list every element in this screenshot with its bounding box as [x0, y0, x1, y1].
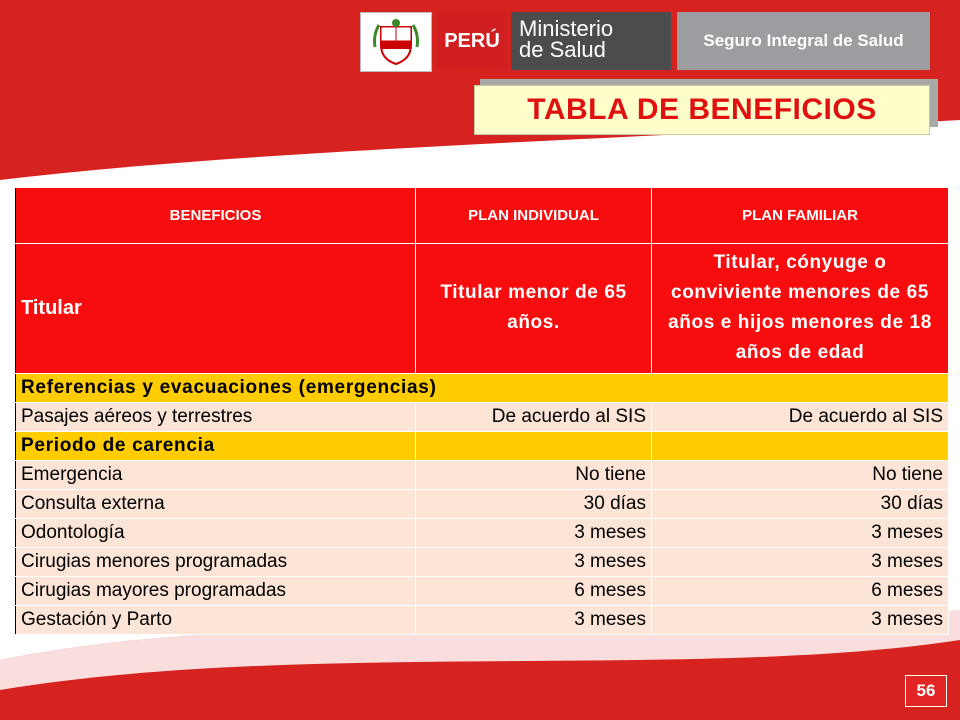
table-row: [16, 547, 949, 576]
shield-icon: [371, 17, 421, 67]
header-plan-individual: PLAN INDIVIDUAL: [416, 188, 652, 243]
titular-row: [16, 243, 949, 373]
row-label: Odontología: [16, 518, 416, 547]
header-plan-familiar: PLAN FAMILIAR: [652, 188, 949, 243]
row-familiar: 3 meses: [652, 605, 949, 634]
row-label: Pasajes aéreos y terrestres: [16, 402, 416, 431]
row-individual: 6 meses: [416, 576, 652, 605]
row-individual: 30 días: [416, 489, 652, 518]
row-familiar: 6 meses: [652, 576, 949, 605]
row-label: Cirugias menores programadas: [16, 547, 416, 576]
section-referencias: [16, 373, 949, 402]
row-familiar: 3 meses: [652, 518, 949, 547]
row-familiar: 30 días: [652, 489, 949, 518]
header-beneficios: BENEFICIOS: [16, 188, 416, 243]
table-header-row: [16, 188, 949, 243]
peru-label: PERÚ: [437, 12, 507, 70]
ministerio-line-1: Ministerio: [519, 16, 614, 41]
table-row: [16, 605, 949, 634]
ministerio-de-salud-label: [511, 12, 671, 70]
table-row: [16, 518, 949, 547]
row-label: Cirugias mayores programadas: [16, 576, 416, 605]
section-referencias-label: Referencias y evacuaciones (emergencias): [16, 373, 652, 402]
row-familiar: No tiene: [652, 460, 949, 489]
page-title: TABLA DE BENEFICIOS: [474, 85, 930, 135]
table-row: [16, 460, 949, 489]
row-individual: 3 meses: [416, 605, 652, 634]
empty-cell: [416, 431, 652, 460]
ministerio-line-2: de Salud: [519, 37, 606, 62]
row-individual: 3 meses: [416, 547, 652, 576]
titular-individual: Titular menor de 65 años.: [416, 243, 652, 373]
row-label: Consulta externa: [16, 489, 416, 518]
row-familiar: 3 meses: [652, 547, 949, 576]
table-row: [16, 576, 949, 605]
benefits-table: [15, 188, 949, 635]
section-carencia: [16, 431, 949, 460]
slide-number: 56: [905, 675, 947, 707]
empty-cell: [652, 431, 949, 460]
row-familiar: De acuerdo al SIS: [652, 402, 949, 431]
coat-of-arms-logo: [360, 12, 432, 72]
section-carencia-label: Periodo de carencia: [16, 431, 416, 460]
table-row: [16, 402, 949, 431]
row-label: Emergencia: [16, 460, 416, 489]
table-row: [16, 489, 949, 518]
row-individual: De acuerdo al SIS: [416, 402, 652, 431]
row-individual: 3 meses: [416, 518, 652, 547]
row-individual: No tiene: [416, 460, 652, 489]
empty-cell: [652, 373, 949, 402]
row-label: Gestación y Parto: [16, 605, 416, 634]
sis-label: Seguro Integral de Salud: [677, 12, 930, 70]
titular-label: Titular: [16, 243, 416, 373]
titular-familiar: Titular, cónyuge o conviviente menores de 65 años e hijos menores de 18 años de edad: [652, 243, 949, 373]
